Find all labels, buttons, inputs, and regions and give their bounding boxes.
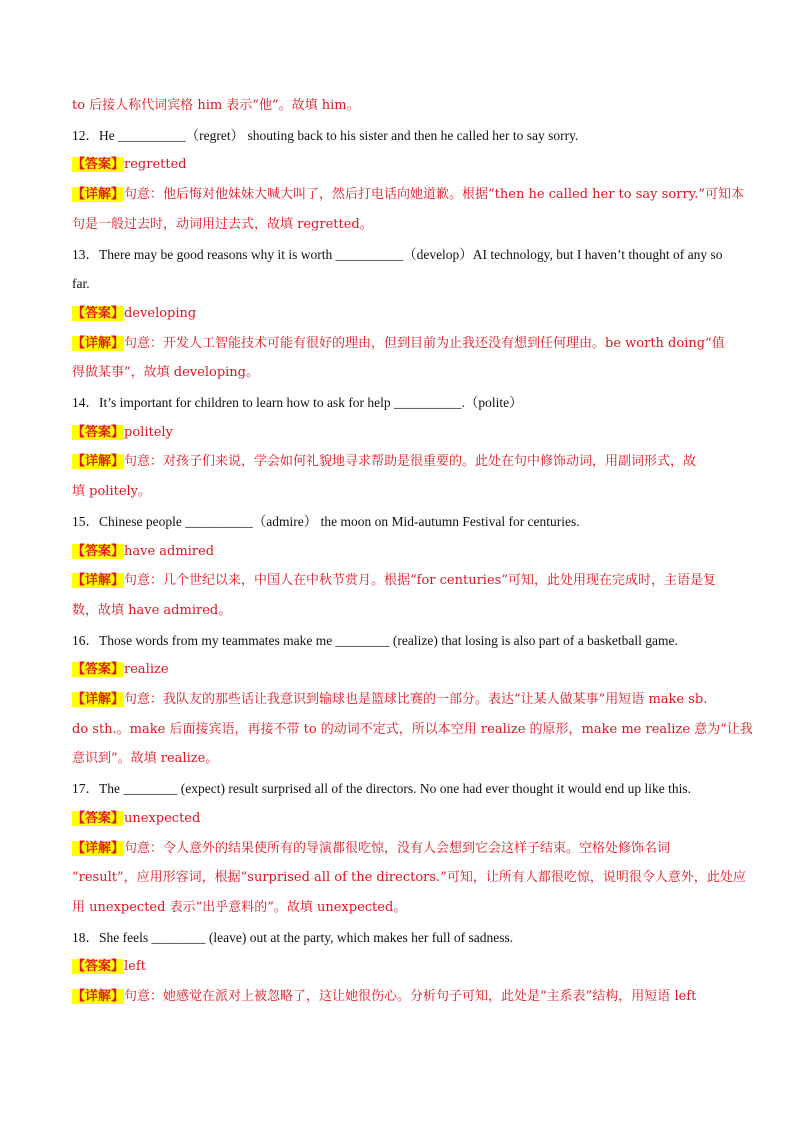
answer-text: unexpected xyxy=(124,810,201,826)
question-line: 12．He __________（regret） shouting back to his sister and then he called her to say sorry. xyxy=(72,127,579,143)
detail-text: 句意：我队友的那些话让我意识到输球也是篮球比赛的一部分。表达“让某人做某事”用短语 make sb. xyxy=(124,692,708,707)
detail-line xyxy=(72,334,728,354)
detail-line xyxy=(72,690,728,710)
detail-line xyxy=(72,452,728,472)
detail-text: 句意：开发人工智能技术可能有很好的理由，但到目前为止我还没有想到任何理由。be worth doing“值 xyxy=(124,335,725,351)
answer-line xyxy=(72,957,728,977)
question-line: 15．Chinese people __________（admire） the moon on Mid-autumn Festival for centuries. xyxy=(72,513,580,529)
answer-tag: 【答案】 xyxy=(72,959,125,975)
detail-tag: 【详解】 xyxy=(72,335,125,351)
detail-tag: 【详解】 xyxy=(72,692,125,707)
explanation-line: 得做某事”，故填 developing。 xyxy=(72,365,259,381)
answer-line xyxy=(72,660,728,680)
answer-line xyxy=(72,423,728,443)
question-line: 18．She feels ________ (leave) out at the party, which makes her full of sadness. xyxy=(72,929,514,945)
detail-tag: 【详解】 xyxy=(72,454,125,470)
question-line: far. xyxy=(72,276,90,292)
answer-tag: 【答案】 xyxy=(72,157,125,173)
explanation-line: 数，故填 have admired。 xyxy=(72,602,232,618)
detail-text: 句意：他后悔对他妹妹大喊大叫了，然后打电话向她道歉。根据“then he called her to say sorry.”可知本 xyxy=(124,187,744,203)
answer-text: politely xyxy=(124,424,173,440)
answer-line xyxy=(72,304,728,324)
detail-text: 句意：对孩子们来说，学会如何礼貌地寻求帮助是很重要的。此处在句中修饰动词，用副词形式，故 xyxy=(124,454,697,470)
answer-tag: 【答案】 xyxy=(72,424,125,440)
detail-line xyxy=(72,987,728,1007)
answer-line xyxy=(72,809,728,829)
detail-tag: 【详解】 xyxy=(72,989,125,1004)
question-line: 16．Those words from my teammates make me ________ (realize) that losing is also part of a basketball game. xyxy=(72,632,678,648)
answer-text: left xyxy=(124,959,146,975)
detail-tag: 【详解】 xyxy=(72,573,125,589)
question-line: 13．There may be good reasons why it is worth __________（develop）AI technology, but I haven’t thought of any so xyxy=(72,246,723,262)
question-line: 14．It’s important for children to learn how to ask for help __________.（polite） xyxy=(72,395,523,410)
detail-tag: 【详解】 xyxy=(72,187,125,203)
detail-line xyxy=(72,571,728,591)
explanation-line: 填 politely。 xyxy=(72,484,152,500)
detail-line xyxy=(72,185,744,205)
answer-text: have admired xyxy=(124,543,215,559)
answer-text: developing xyxy=(124,305,197,321)
answer-text: regretted xyxy=(124,157,187,173)
detail-line xyxy=(72,839,728,859)
explanation-line: 意识到”。故填 realize。 xyxy=(72,751,219,767)
detail-tag: 【详解】 xyxy=(72,840,125,856)
answer-tag: 【答案】 xyxy=(72,543,125,559)
explanation-line: 用 unexpected 表示“出乎意料的”。故填 unexpected。 xyxy=(72,899,407,915)
answer-tag: 【答案】 xyxy=(72,662,125,678)
detail-text: 句意：几个世纪以来，中国人在中秋节赏月。根据“for centuries”可知，此处用现在完成时，主语是复 xyxy=(124,573,716,589)
answer-tag: 【答案】 xyxy=(72,305,125,321)
question-line: 17．The ________ (expect) result surprised all of the directors. No one had ever thought it would end up like this. xyxy=(72,781,691,797)
detail-text: 句意：令人意外的结果使所有的导演都很吃惊，没有人会想到它会这样子结束。空格处修饰名词 xyxy=(124,840,671,856)
explanation-line: do sth.。make 后面接宾语，再接不带 to 的动词不定式，所以本空用 realize 的原形，make me realize 意为“让我 xyxy=(72,721,753,737)
answer-tag: 【答案】 xyxy=(72,810,125,826)
answer-line xyxy=(72,155,728,175)
answer-line xyxy=(72,542,728,562)
answer-text: realize xyxy=(124,662,169,678)
explanation-line: 句是一般过去时，动词用过去式，故填 regretted。 xyxy=(72,216,373,232)
explanation-line: to 后接人称代词宾格 him 表示“他”。故填 him。 xyxy=(72,98,360,113)
explanation-line: “result”，应用形容词，根据“surprised all of the directors.”可知，让所有人都很吃惊，说明很令人意外，此处应 xyxy=(72,870,746,886)
detail-text: 句意：她感觉在派对上被忽略了，这让她很伤心。分析句子可知，此处是“主系表”结构，用短语 left xyxy=(124,989,697,1004)
